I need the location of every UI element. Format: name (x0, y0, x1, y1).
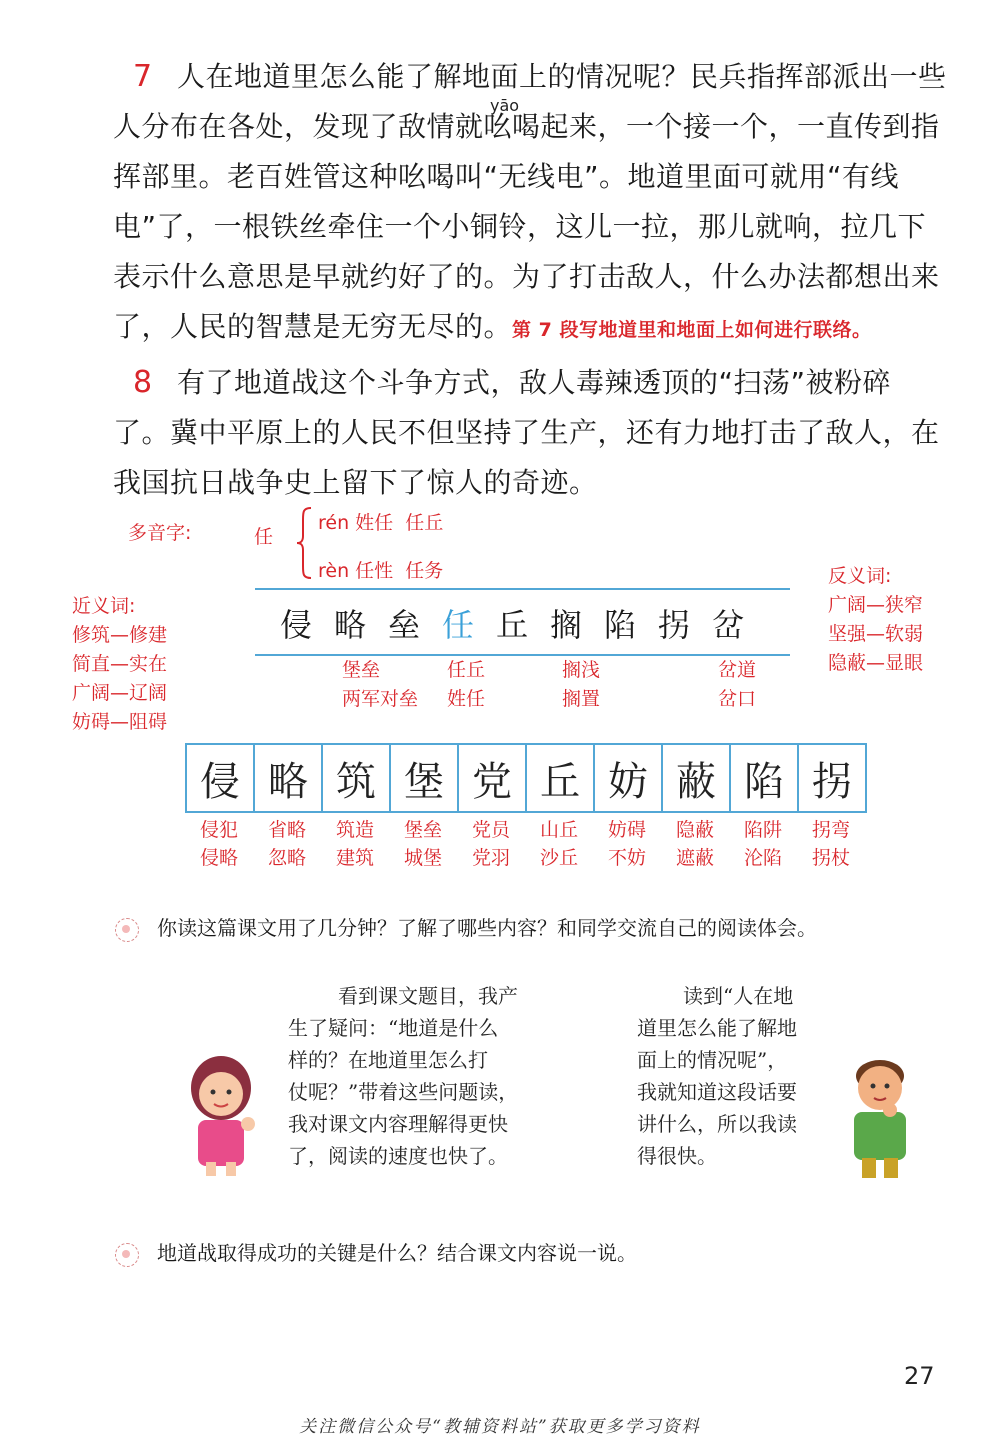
antonyms-box (828, 562, 923, 678)
question-1 (115, 912, 817, 942)
paragraph-7-line-1: 7 人在地道里怎么能了解地面上的情况呢？民兵指挥部派出一些 (113, 52, 963, 102)
boy-illustration (840, 1052, 920, 1182)
paragraph-7-line-4: 电”了，一根铁丝牵住一个小铜铃，这儿一拉，那儿就响，拉几下 (113, 210, 927, 243)
paragraph-8 (113, 358, 963, 508)
question-bullet-icon (115, 918, 139, 942)
words-ge: 搁浅 搁置 (562, 659, 601, 710)
paragraph-7-line-6: 了，人民的智慧是无穷无尽的。第 7 段写地道里和地面上如何进行联络。 (113, 310, 872, 343)
write-chars-grid (185, 743, 867, 813)
write-char-tile: 拐 (812, 758, 852, 805)
question-2-text: 地道战取得成功的关键是什么？结合课文内容说一说。 (157, 1241, 637, 1265)
word-pair: 侵犯 侵略 (199, 819, 238, 869)
antonym-item: 隐蔽—显眼 (828, 652, 924, 674)
write-chars-words (185, 816, 865, 872)
word-pair: 妨碍 不妨 (607, 819, 646, 869)
antonym-item: 坚强—软弱 (828, 623, 924, 645)
write-char-tile: 党 (459, 745, 527, 811)
recognize-char: 陷 (604, 606, 637, 644)
paragraph-number: 8 (133, 365, 153, 400)
synonym-item: 简直—实在 (72, 653, 168, 675)
paragraph-8-line-2: 了。冀中平原上的人民不但坚持了生产，还有力地打击了敌人，在 (113, 416, 940, 449)
page-number: 27 (904, 1362, 935, 1390)
polyphonic-reading-2: rèn 任性 任务 (318, 560, 444, 582)
recognize-char: 岔 (712, 606, 745, 644)
footer-watermark: 关注微信公众号“教辅资料站”获取更多学习资料 (299, 1417, 701, 1437)
girl-speech: 看到课文题目，我产 生了疑问：“地道是什么 样的？在地道里怎么打 仗呢？”带着这些问题读， 我对课文内容理解得更快 了，阅读的速度也快了。 (288, 984, 519, 1168)
pinyin-yao: yāo (490, 96, 520, 115)
write-char-tile: 妨 (595, 745, 663, 811)
paragraph-number: 7 (133, 59, 153, 94)
word-pair: 拐弯 拐杖 (811, 819, 850, 869)
boy-speech: 读到“人在地 道里怎么能了解地 面上的情况呢”， 我就知道这段话要 讲什么，所以我读 得很快。 (637, 984, 797, 1168)
words-cha: 岔道 岔口 (718, 659, 757, 710)
divider-top (255, 588, 790, 590)
recognize-char: 任 (442, 606, 475, 644)
recognize-char: 略 (334, 606, 367, 644)
write-char-tile: 丘 (527, 745, 595, 811)
paragraph-7 (113, 52, 963, 355)
word-pair: 党员 党羽 (471, 819, 510, 869)
polyphonic-reading-1: rén 姓任 任丘 (318, 512, 444, 534)
word-pair: 省略 忽略 (267, 819, 306, 869)
write-char-tile: 陷 (731, 745, 799, 811)
word-pair: 山丘 沙丘 (539, 819, 578, 869)
recognize-char: 垒 (388, 606, 421, 644)
paragraph-7-line-3: 挥部里。老百姓管这种吆喝叫“无线电”。地道里面可就用“有线 (113, 160, 900, 193)
words-ren: 任丘 姓任 (447, 659, 486, 710)
word-pair: 堡垒 城堡 (403, 819, 442, 869)
recognize-char: 侵 (280, 606, 313, 644)
write-char-tile: 蔽 (663, 745, 731, 811)
antonyms-title: 反义词: (828, 565, 892, 587)
recognize-char: 搁 (550, 606, 583, 644)
question-1-text: 你读这篇课文用了几分钟？了解了哪些内容？和同学交流自己的阅读体会。 (157, 916, 817, 940)
write-char-tile: 侵 (187, 745, 255, 811)
antonym-item: 广阔—狭窄 (828, 594, 924, 616)
synonym-item: 妨碍—阻碍 (72, 711, 168, 733)
polyphonic-char: 任 (254, 526, 274, 548)
synonyms-title: 近义词: (72, 595, 136, 617)
paragraph-7-line-5: 表示什么意思是早就约好了的。为了打击敌人，什么办法都想出来 (113, 260, 940, 293)
recognize-chars-row (280, 600, 766, 646)
word-pair: 隐蔽 遮蔽 (675, 819, 714, 869)
polyphonic-label: 多音字: (128, 522, 192, 544)
word-pair: 陷阱 沦陷 (743, 819, 782, 869)
divider-bottom (255, 654, 790, 656)
synonym-item: 修筑—修建 (72, 624, 168, 646)
word-pair: 筑造 建筑 (335, 819, 374, 869)
paragraph-7-annotation: 第 7 段写地道里和地面上如何进行联络。 (512, 319, 872, 341)
write-char-tile: 筑 (323, 745, 391, 811)
synonyms-box (72, 592, 167, 737)
write-char-tile: 略 (255, 745, 323, 811)
girl-illustration (176, 1050, 266, 1180)
paragraph-8-line-3: 我国抗日战争史上留下了惊人的奇迹。 (113, 466, 598, 499)
write-char-tile: 堡 (391, 745, 459, 811)
brace-icon (295, 506, 315, 580)
paragraph-8-line-1: 8 有了地道战这个斗争方式，敌人毒辣透顶的“扫荡”被粉碎 (113, 358, 963, 408)
paragraph-7-line-2: 人分布在各处，发现了敌情就吆喝起来，一个接一个，一直传到指 (113, 110, 940, 143)
question-2 (115, 1237, 637, 1267)
recognize-char: 拐 (658, 606, 691, 644)
words-lei: 堡垒 两军对垒 (342, 659, 419, 710)
recognize-char: 丘 (496, 606, 529, 644)
question-bullet-icon (115, 1243, 139, 1267)
synonym-item: 广阔—辽阔 (72, 682, 168, 704)
